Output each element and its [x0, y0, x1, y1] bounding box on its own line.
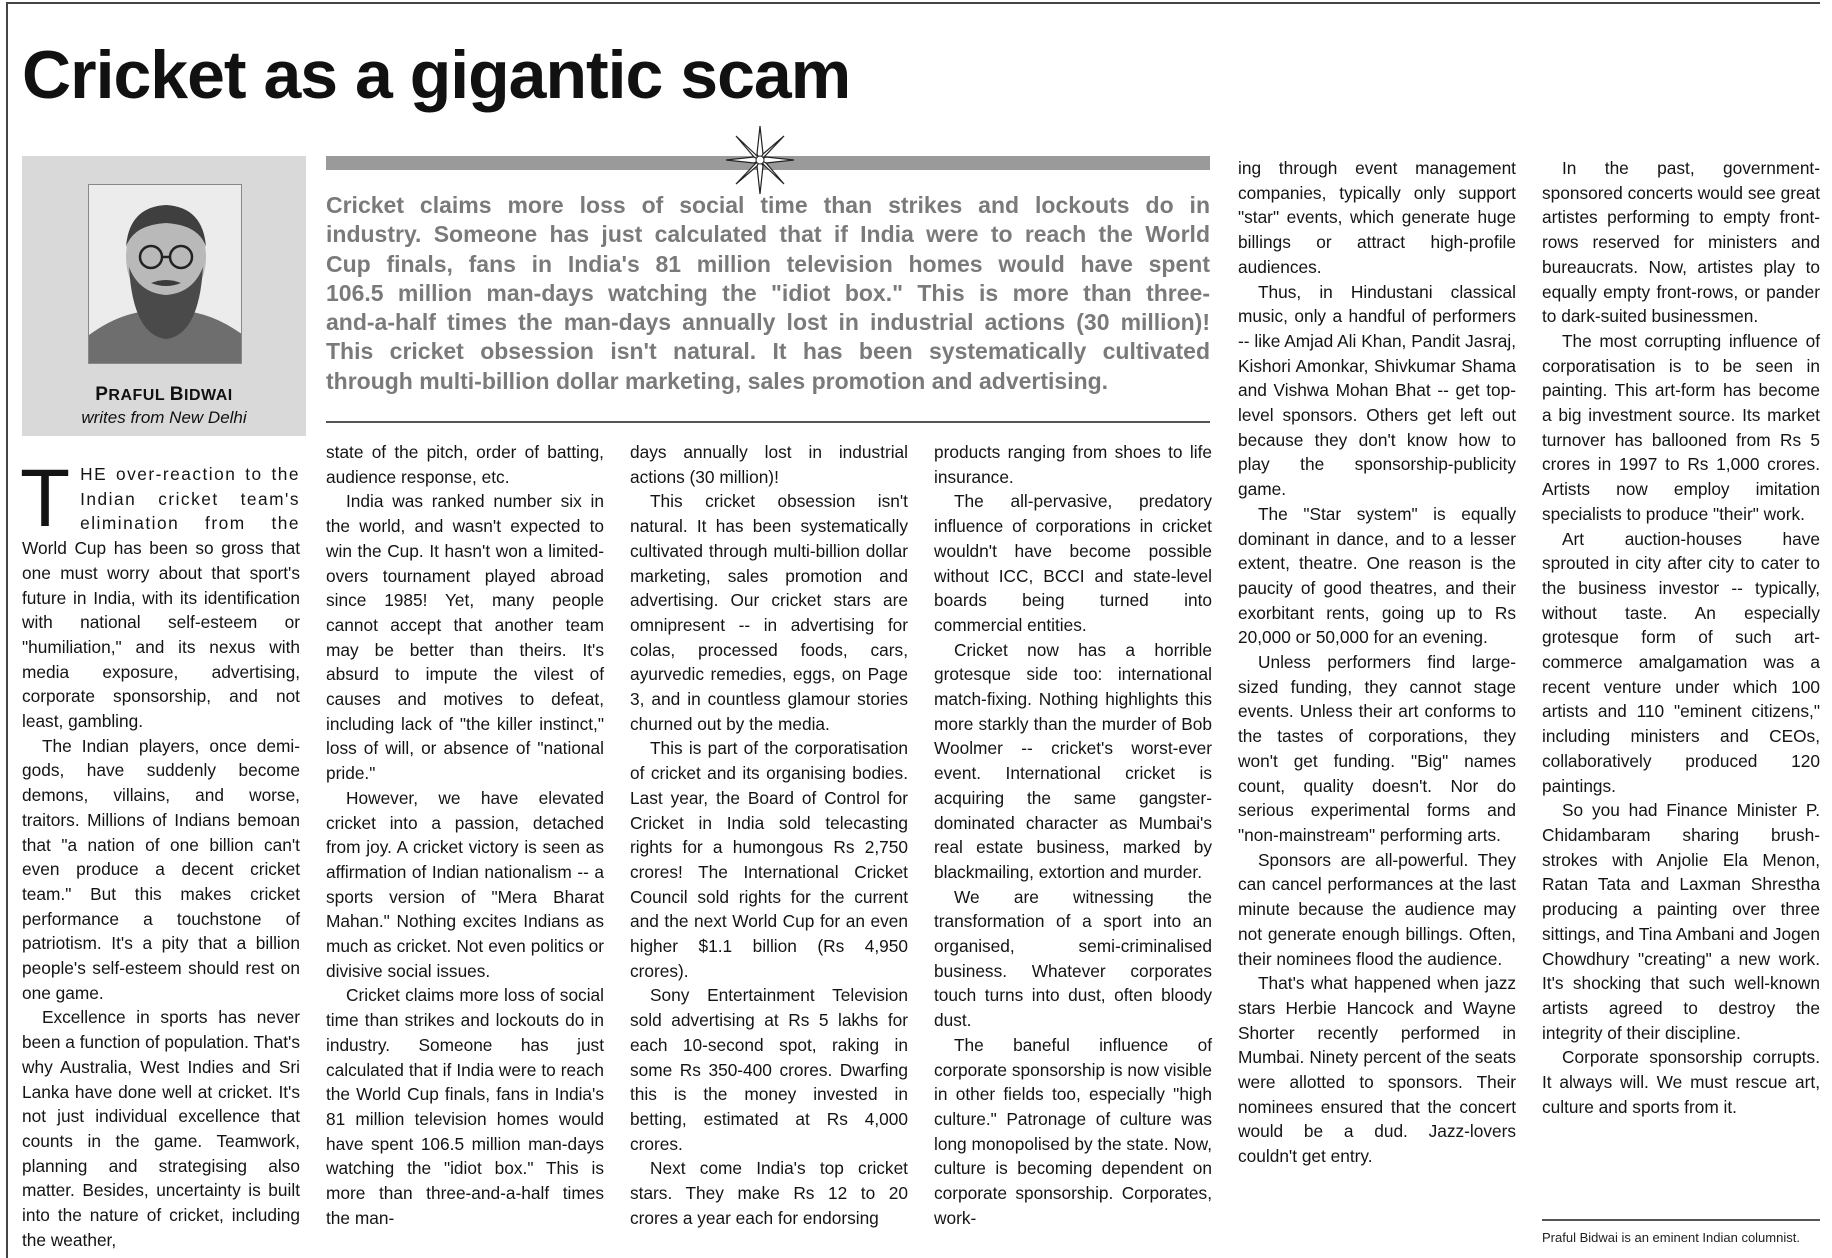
starburst-icon — [726, 126, 794, 194]
author-portrait — [88, 184, 242, 364]
article-column-5 — [1238, 156, 1516, 1169]
article-paragraph: Sony Entertainment Television sold advertising at Rs 5 lakhs for each 10-second spot, raking in some Rs 350-400 crores. Dwarfing this is the money invested in betting, estimated at Rs 4,000 crores. — [630, 985, 908, 1154]
headline: Cricket as a gigantic scam — [22, 37, 851, 113]
article-paragraph: days annually lost in industrial actions (30 million)! — [630, 442, 908, 487]
article-paragraph: Cricket now has a horrible grotesque side too: international match-fixing. Nothing highlights this more starkly than the murder of Bob Woolmer -- cricket's worst-ever event. International cricket is acquiring the same gangster-dominated character as Mumbai's real estate business, marked by blackmailing, extortion and murder. — [934, 639, 1212, 882]
article-column-1 — [20, 453, 300, 1253]
article-paragraph: In the past, government-sponsored concerts would see great artistes performing to empty front-rows reserved for ministers and bureaucrats. Now, artistes play to equally empty front-rows, or pander to dark-suited businessmen. — [1542, 158, 1820, 327]
article-paragraph: T HE over-reaction to the Indian cricket team's elimination from the World Cup has been so gross that one must worry about that sport's future in India, with its identification with national self-esteem or "humiliation," and its nexus with media exposure, advertising, corporate sponsorship, and not least, gambling. — [20, 453, 300, 732]
pull-quote-rule — [326, 421, 1210, 423]
left-border-rule — [6, 2, 8, 1258]
article-paragraph: Unless performers find large-sized funding, they cannot stage events. Unless their art conforms to the tastes of corporations, they won't get funding. "Big" names count, quality doesn't. Nor do serious experimental forms and "non-mainstream" performing arts. — [1238, 652, 1516, 845]
article-paragraph: India was ranked number six in the world, and wasn't expected to win the Cup. It hasn't won a limited-overs tournament played abroad since 1985! Yet, many people cannot accept that another team may be better than theirs. It's absurd to impute the vilest of causes and motives to defeat, including lack of "the killer instinct," loss of will, or absence of "national pride." — [326, 491, 604, 784]
pull-quote-text — [326, 191, 1210, 396]
article-column-2 — [326, 440, 604, 1231]
article-paragraph: This cricket obsession isn't natural. It has been systematically cultivated through multi-billion dollar marketing, sales promotion and advertising. Our cricket stars are omnipresent -- in advertising for colas, processed foods, cars, ayurvedic remedies, eggs, on Page 3, and in countless glamour stories churned out by the media. — [630, 491, 908, 734]
pull-quote-line: through multi-billion dollar marketing, sales promotion and advertising. — [326, 367, 1109, 394]
article-paragraph: Thus, in Hindustani classical music, only a handful of performers -- like Amjad Ali Khan, Pandit Jasraj, Kishori Amonkar, Shivkumar Shama and Vishwa Mohan Bhat -- get top-level sponsors. Others get left out because they don't know how to play the sponsorship-publicity game. — [1238, 281, 1516, 500]
article-paragraph: The most corrupting influence of corporatisation is to be seen in painting. This art-form has become a big investment source. Its market turnover has ballooned from Rs 5 crores in 1997 to Rs 1,000 crores. Artists now employ imitation specialists to produce "their" work. — [1542, 330, 1820, 524]
top-border-rule — [6, 2, 1820, 4]
pull-quote-line: industry. Someone has just calculated that if India were to reach the World — [326, 221, 1210, 248]
article-paragraph: state of the pitch, order of batting, audience response, etc. — [326, 442, 604, 487]
pull-quote-line: Cricket claims more loss of social time than strikes and lockouts do in — [326, 192, 1210, 218]
article-paragraph: ing through event management companies, typically only support "star" events, which generate huge billings or attract high-profile audiences. — [1238, 158, 1516, 277]
article-paragraph: Sponsors are all-powerful. They can cancel performances at the last minute because the audience may not generate enough billings. Often, their nominees flood the audience. — [1238, 849, 1516, 969]
pull-quote-line: and-a-half times the man-days annually lost in industrial actions (30 million)! — [326, 309, 1210, 336]
pull-quote-line: Cup finals, fans in India's 81 million television homes would have spent — [326, 250, 1210, 277]
author-location: writes from New Delhi — [81, 408, 247, 427]
article-paragraph: The "Star system" is equally dominant in dance, and to a lesser extent, theatre. One reason is the paucity of good theatres, and their exorbitant rents, going up to Rs 20,000 or 50,000 for an evening. — [1238, 503, 1516, 648]
article-paragraph: products ranging from shoes to life insurance. — [934, 442, 1212, 487]
article-paragraph: Art auction-houses have sprouted in city after city to cater to the business investor -- typically, without taste. An especially grotesque form of such art-commerce amalgamation was a recent venture under which 100 artists and 110 "eminent citizens," including ministers and CEOs, collaboratively produced 120 paintings. — [1542, 528, 1820, 796]
article-paragraph: Corporate sponsorship corrupts. It always will. We must rescue art, culture and sports from it. — [1542, 1047, 1820, 1117]
author-footnote: Praful Bidwai is an eminent Indian columnist. — [1542, 1230, 1800, 1245]
article-column-4 — [934, 440, 1212, 1231]
article-paragraph: However, we have elevated cricket into a passion, detached from joy. A cricket victory is seen as affirmation of Indian nationalism -- a sports version of "Mera Bharat Mahan." Nothing excites Indians as much as cricket. Not even politics or divisive social issues. — [326, 787, 604, 981]
article-column-3 — [630, 440, 908, 1231]
article-paragraph: We are witnessing the transformation of a sport into an organised, semi-criminalised business. Whatever corporates touch turns into dust, often bloody dust. — [934, 886, 1212, 1031]
article-paragraph: So you had Finance Minister P. Chidambaram sharing brush-strokes with Anjolie Ela Menon, Ratan Tata and Laxman Shrestha producing a painting over three sittings, and Tina Ambani and Jogen Chowdhury "creating" a new work. It's shocking that such well-known artists agreed to destroy the integrity of their discipline. — [1542, 800, 1820, 1043]
article-paragraph: Cricket claims more loss of social time than strikes and lockouts do in industry. Someone has just calculated that if India were to reach the World Cup finals, fans in India's 81 million television homes would have spent 106.5 million man-days watching the "idiot box." This is more than three-and-a-half times the man- — [326, 985, 604, 1228]
article-paragraph: This is part of the corporatisation of cricket and its organising bodies. Last year, the Board of Control for Cricket in India sold telecasting rights for a humongous Rs 2,750 crores! The International Cricket Council sold rights for the current and the next World Cup for an even higher $1.1 billion (Rs 4,950 crores). — [630, 738, 908, 981]
pull-quote-line: This cricket obsession isn't natural. It has been systematically cultivated — [326, 338, 1210, 365]
article-paragraph: That's what happened when jazz stars Herbie Hancock and Wayne Shorter recently performed in Mumbai. Ninety percent of the seats were allotted to sponsors. Their nominees ensured that the concert would be a dud. Jazz-lovers couldn't get entry. — [1238, 973, 1516, 1167]
article-paragraph: The all-pervasive, predatory influence of corporations in cricket wouldn't have become possible without ICC, BCCI and state-level boards being turned into commercial entities. — [934, 491, 1212, 635]
drop-cap: T — [20, 453, 71, 544]
article-column-6 — [1542, 156, 1820, 1119]
author-box — [22, 156, 306, 436]
article-paragraph: Next come India's top cricket stars. They make Rs 12 to 20 crores a year each for endorsing — [630, 1158, 908, 1228]
footnote-rule — [1542, 1219, 1820, 1221]
pull-quote-line: 106.5 million man-days watching the "idiot box." This is more than three- — [326, 279, 1210, 306]
article-paragraph: The baneful influence of corporate sponsorship is now visible in other fields too, especially "high culture." Patronage of culture was long monopolised by the state. Now, culture is becoming dependent on corporate sponsorship. Corporates, work- — [934, 1034, 1212, 1228]
article-paragraph: The Indian players, once demi-gods, have suddenly become demons, villains, and worse, traitors. Millions of Indians bemoan that "a nation of one billion can't even produce a decent cricket team." But this makes cricket performance a touchstone of patriotism. It's a pity that a billion people's self-esteem should rest on one game. — [22, 735, 300, 1003]
author-name: PRAFUL BIDWAI — [95, 384, 233, 405]
article-paragraph: Excellence in sports has never been a function of population. That's why Australia, West Indies and Sri Lanka have done well at cricket. It's not just individual excellence that counts in the game. Teamwork, planning and strategising also matter. Besides, uncertainty is built into the nature of cricket, including the weather, — [22, 1007, 300, 1250]
